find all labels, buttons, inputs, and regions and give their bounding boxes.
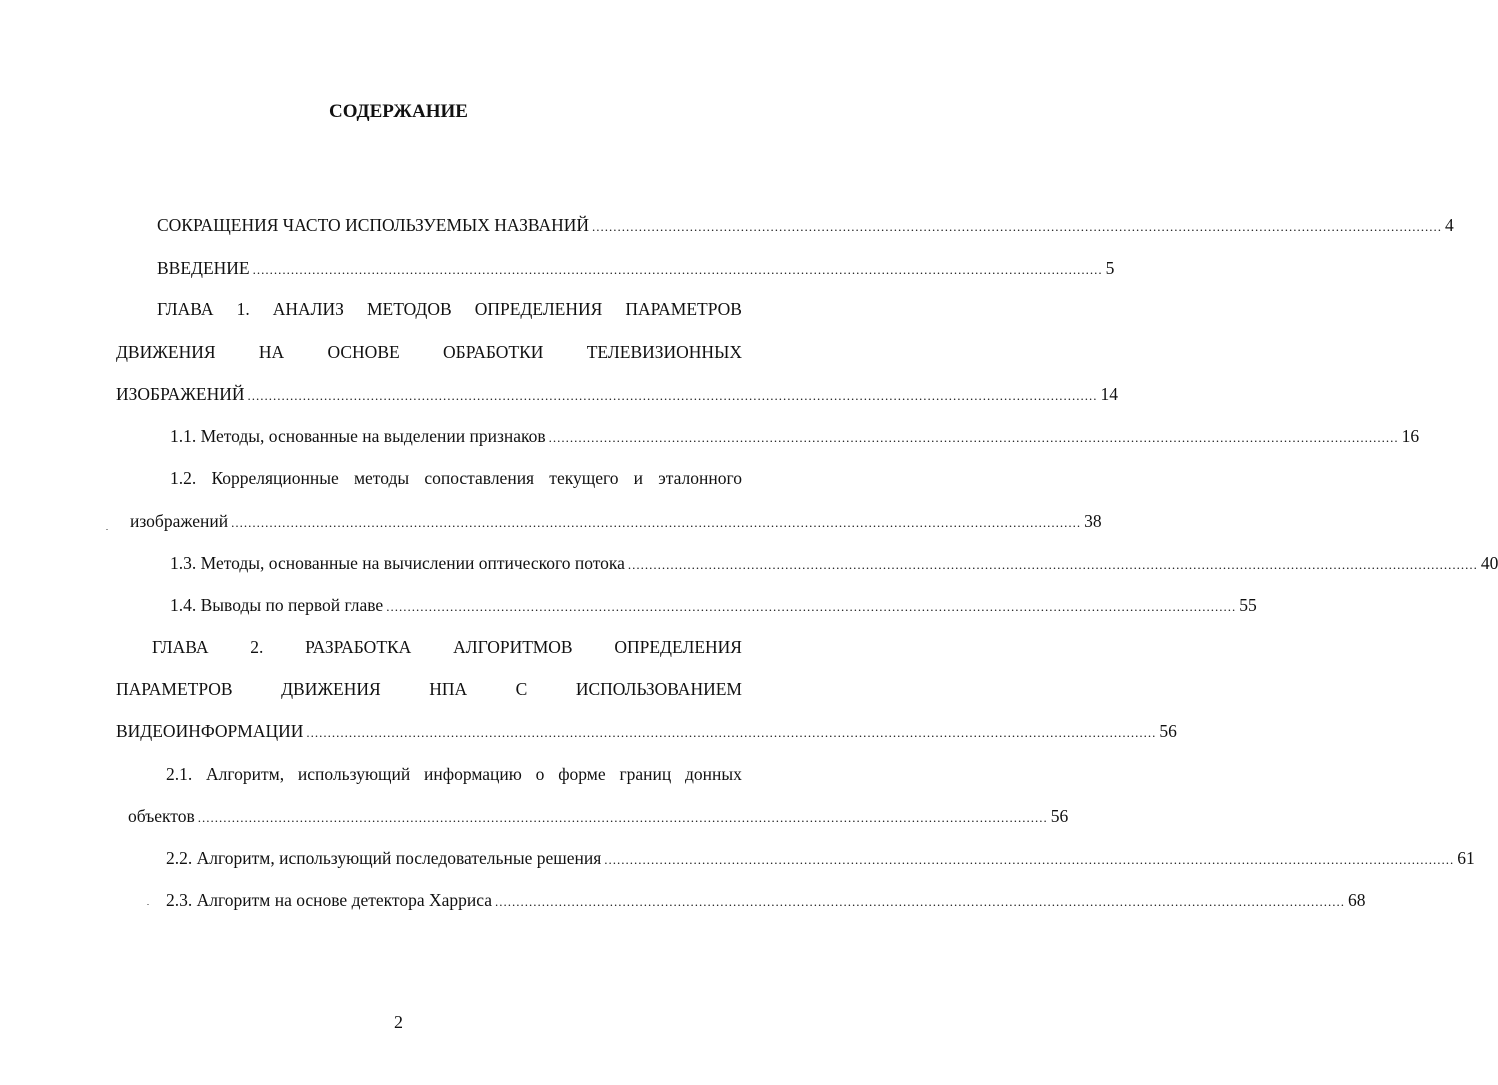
toc-word: текущего xyxy=(549,468,619,488)
toc-word: НА xyxy=(258,342,285,362)
toc-word: методы xyxy=(353,468,410,488)
toc-entry-page: 61 xyxy=(1457,848,1475,868)
toc-entry-page: 56 xyxy=(1050,806,1069,826)
scan-speck xyxy=(147,904,149,905)
toc-entry-text: 2.2. Алгоритм, использующий последовательные решения xyxy=(166,848,602,868)
toc-entry-page: 68 xyxy=(1348,890,1366,910)
toc-word: 1. xyxy=(236,299,250,319)
toc-word: использующий xyxy=(297,764,411,784)
toc-leader-dots: ........................................................................................................................................................................................................ xyxy=(495,894,1346,909)
toc-chapter-1-line-3 xyxy=(116,382,1119,408)
toc-word: 1.2. xyxy=(170,468,197,488)
toc-entry-page: 55 xyxy=(1239,595,1257,615)
toc-chapter-1-line-1 xyxy=(157,297,742,321)
toc-entry-abbreviations xyxy=(157,213,1454,239)
toc-section-1-1 xyxy=(170,424,1420,450)
toc-word: 2.1. xyxy=(166,764,193,784)
toc-word: ГЛАВА xyxy=(157,299,214,319)
toc-leader-dots: ........................................................................................................................................................................................................ xyxy=(548,430,1399,445)
toc-entry-page: 16 xyxy=(1401,426,1420,446)
toc-word: форме xyxy=(558,764,606,784)
toc-word: границ xyxy=(619,764,672,784)
toc-entry-page: 4 xyxy=(1445,215,1454,235)
toc-leader-dots: ........................................................................................................................................................................................................ xyxy=(604,852,1455,867)
toc-entry-text: 1.1. Методы, основанные на выделении признаков xyxy=(170,426,546,446)
toc-chapter-2-line-1 xyxy=(152,635,742,659)
toc-word: ДВИЖЕНИЯ xyxy=(116,342,216,362)
toc-word: НПА xyxy=(429,679,468,699)
toc-entry-text: 2.3. Алгоритм на основе детектора Харриса xyxy=(166,890,493,910)
toc-word: РАЗРАБОТКА xyxy=(305,637,412,657)
toc-leader-dots: ........................................................................................................................................................................................................ xyxy=(247,388,1098,403)
toc-section-1-3 xyxy=(170,551,1498,577)
page-number: 2 xyxy=(394,1012,403,1032)
toc-word: С xyxy=(515,679,528,699)
toc-leader-dots: ........................................................................................................................................................................................................ xyxy=(252,262,1103,277)
toc-section-2-1-line-2 xyxy=(128,804,1069,830)
scan-speck xyxy=(106,529,108,530)
toc-chapter-2-line-2 xyxy=(116,677,742,701)
toc-entry-text: объектов xyxy=(128,806,195,826)
toc-leader-dots: ........................................................................................................................................................................................................ xyxy=(627,557,1478,572)
toc-section-1-2-line-2 xyxy=(130,509,1102,535)
toc-leader-dots: ........................................................................................................................................................................................................ xyxy=(306,725,1157,740)
toc-word: донных xyxy=(685,764,742,784)
toc-word: ГЛАВА xyxy=(152,637,209,657)
toc-section-1-4 xyxy=(170,593,1257,619)
toc-section-2-1-line-1 xyxy=(166,762,742,786)
toc-section-2-3 xyxy=(166,888,1366,914)
toc-entry-introduction xyxy=(157,256,1115,282)
toc-leader-dots: ........................................................................................................................................................................................................ xyxy=(592,219,1443,234)
toc-word: ОПРЕДЕЛЕНИЯ xyxy=(474,299,603,319)
toc-word: Корреляционные xyxy=(211,468,339,488)
toc-word: информацию xyxy=(424,764,522,784)
toc-leader-dots: ........................................................................................................................................................................................................ xyxy=(386,599,1237,614)
toc-leader-dots: ........................................................................................................................................................................................................ xyxy=(231,515,1082,530)
toc-word: о xyxy=(535,764,545,784)
toc-word: ДВИЖЕНИЯ xyxy=(281,679,381,699)
toc-entry-text: ВВЕДЕНИЕ xyxy=(157,258,250,278)
toc-entry-text: изображений xyxy=(130,511,229,531)
toc-section-1-2-line-1 xyxy=(170,466,742,490)
toc-chapter-1-line-2 xyxy=(116,340,742,364)
toc-word: ПАРАМЕТРОВ xyxy=(116,679,233,699)
toc-leader-dots: ........................................................................................................................................................................................................ xyxy=(197,810,1048,825)
toc-word: ОПРЕДЕЛЕНИЯ xyxy=(614,637,742,657)
toc-word: АНАЛИЗ xyxy=(272,299,344,319)
toc-entry-text: 1.4. Выводы по первой главе xyxy=(170,595,384,615)
toc-word: ОБРАБОТКИ xyxy=(443,342,544,362)
toc-word: ОСНОВЕ xyxy=(327,342,400,362)
toc-word: ИСПОЛЬЗОВАНИЕМ xyxy=(575,679,742,699)
toc-entry-page: 5 xyxy=(1105,258,1115,278)
toc-word: АЛГОРИТМОВ xyxy=(453,637,573,657)
toc-entry-page: 40 xyxy=(1480,553,1498,573)
page-title: СОДЕРЖАНИЕ xyxy=(329,101,468,122)
toc-entry-page: 56 xyxy=(1159,721,1177,741)
toc-entry-text: СОКРАЩЕНИЯ ЧАСТО ИСПОЛЬЗУЕМЫХ НАЗВАНИЙ xyxy=(157,215,590,235)
toc-word: сопоставления xyxy=(424,468,535,488)
toc-entry-page: 14 xyxy=(1100,384,1119,404)
toc-entry-text: 1.3. Методы, основанные на вычислении оптического потока xyxy=(170,553,625,573)
toc-entry-text: ВИДЕОИНФОРМАЦИИ xyxy=(116,721,304,741)
toc-word: эталонного xyxy=(658,468,742,488)
toc-entry-text: ИЗОБРАЖЕНИЙ xyxy=(116,384,245,404)
toc-word: ПАРАМЕТРОВ xyxy=(625,299,742,319)
toc-word: ТЕЛЕВИЗИОННЫХ xyxy=(586,342,742,362)
toc-word: и xyxy=(633,468,644,488)
toc-section-2-2 xyxy=(166,846,1475,872)
toc-word: МЕТОДОВ xyxy=(366,299,452,319)
toc-word: Алгоритм, xyxy=(206,764,285,784)
toc-entry-page: 38 xyxy=(1084,511,1102,531)
toc-chapter-2-line-3 xyxy=(116,719,1177,745)
toc-word: 2. xyxy=(250,637,264,657)
